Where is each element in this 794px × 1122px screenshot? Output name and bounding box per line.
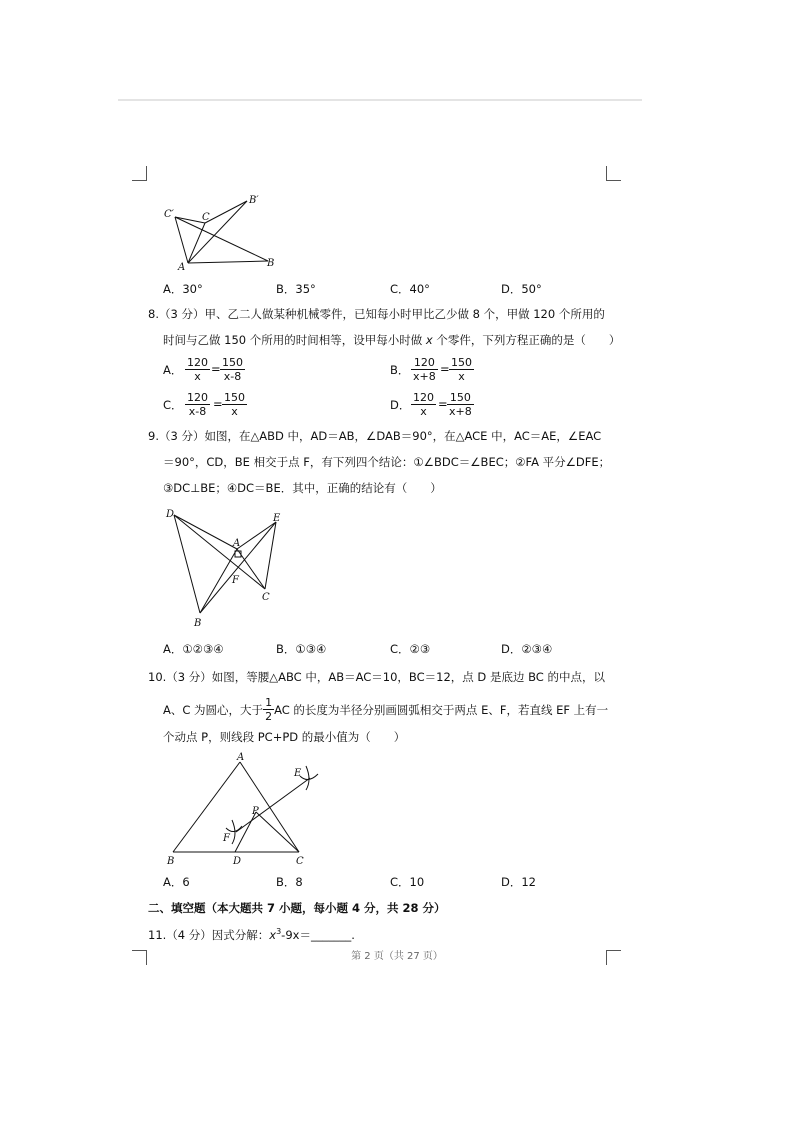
q10-figure [160,750,330,868]
q7-figure [160,190,285,275]
q7-label-a: A [178,262,186,273]
q10-option-c[interactable]: C．10 [390,875,425,889]
crop-mark-top-right [606,166,621,181]
q10-label-c: C [296,856,304,867]
page-footer: 第 2 页（共 27 页） [351,951,443,962]
q10-label-e: E [294,768,302,779]
header-rule [118,99,642,101]
q10-stem-line3: 个动点 P，则线段 PC+PD 的最小值为（ ） [163,730,406,744]
q8-option-d-equals: = [438,397,448,411]
q8-option-b-right-fraction: $\frac{150}{x}$ [451,356,472,383]
q8-option-d-left-fraction: $\frac{120}{x}$ [413,391,434,418]
q9-stem-line3: ③DC⊥BE；④DC＝BE．其中，正确的结论有（ ） [163,481,442,495]
q7-label-c: C [202,212,210,223]
q9-label-f: F [232,575,239,586]
q8-option-d-right-fraction: $\frac{150}{x+8}$ [449,391,472,418]
q8-option-c-label[interactable]: C． [163,398,183,412]
q9-option-b[interactable]: B．①③④ [276,642,327,656]
q9-label-b: B [194,618,202,629]
q9-option-d[interactable]: D．②③④ [501,642,553,656]
q10-option-b[interactable]: B．8 [276,875,303,889]
q8-option-b-label[interactable]: B． [390,363,410,377]
q9-figure [160,505,290,635]
q8-option-a-equals: = [211,362,221,376]
q11-answer-blank[interactable]: _______ [310,928,352,942]
q10-label-d: D [233,856,242,867]
q7-option-b[interactable]: B．35° [276,282,316,296]
q10-label-a: A [237,752,245,763]
q8-option-a-right-fraction: $\frac{150}{x-8}$ [222,356,243,383]
q10-stem-line1: 10.（3 分）如图，等腰△ABC 中，AB＝AC＝10，BC＝12，点 D 是底边 BC 的中点，以 [148,670,605,684]
q8-option-c-equals: = [213,397,223,411]
q7-label-c-prime: C′ [164,209,174,220]
q8-stem-line1: 8.（3 分）甲、乙二人做某种机械零件，已知每小时甲比乙少做 8 个，甲做 120 个所用的 [148,307,605,321]
q8-option-a-left-fraction: $\frac{120}{x}$ [187,356,208,383]
q7-label-b-prime: B′ [249,195,259,206]
q9-option-c[interactable]: C．②③ [390,642,431,656]
q8-option-b-left-fraction: $\frac{120}{x+8}$ [413,356,436,383]
q8-option-b-equals: = [440,362,450,376]
q10-label-b: B [167,856,175,867]
q9-label-a: A [233,538,241,549]
q8-option-c-left-fraction: $\frac{120}{x-8}$ [187,391,208,418]
q7-option-a[interactable]: A．30° [163,282,203,296]
q7-option-c[interactable]: C．40° [390,282,430,296]
q9-stem-line2: ＝90°，CD，BE 相交于点 F，有下列四个结论：①∠BDC＝∠BEC；②FA 平分∠DFE； [163,455,611,469]
q11-stem: 11.（4 分）因式分解：$x^3-9x=\_\_\_\_\_\_\_$. [148,927,355,942]
q10-label-p: P [252,806,259,817]
section-heading-fill-in: 二、填空题（本大题共 7 小题，每小题 4 分，共 28 分） [148,901,446,915]
q10-option-d[interactable]: D．12 [501,875,536,889]
q9-label-c: C [262,592,270,603]
q7-label-b: B [267,258,275,269]
q9-label-d: D [166,509,175,520]
q9-label-e: E [273,513,281,524]
q9-option-a[interactable]: A．①②③④ [163,642,224,656]
q10-stem-line2: A、C 为圆心，大于 $\frac{1}{2}$ AC 的长度为半径分别画圆弧相交于两点 E、F，若直线 EF 上有一 [163,696,609,723]
q8-option-d-label[interactable]: D． [390,398,411,412]
q8-option-a-label[interactable]: A． [163,363,183,377]
q10-option-a[interactable]: A．6 [163,875,190,889]
q8-option-c-right-fraction: $\frac{150}{x}$ [224,391,245,418]
q10-half-fraction: $\frac{1}{2}$ [265,696,273,723]
q8-stem-line2: 时间与乙做 150 个所用的时间相等，设甲每小时做 x 个零件，下列方程正确的是（ ） [163,333,621,347]
q10-label-f: F [223,833,230,844]
q7-option-d[interactable]: D．50° [501,282,542,296]
crop-mark-top-left [132,166,147,181]
q9-stem-line1: 9.（3 分）如图，在△ABD 中，AD＝AB，∠DAB＝90°，在△ACE 中，AC＝AE，∠EAC [148,429,602,443]
